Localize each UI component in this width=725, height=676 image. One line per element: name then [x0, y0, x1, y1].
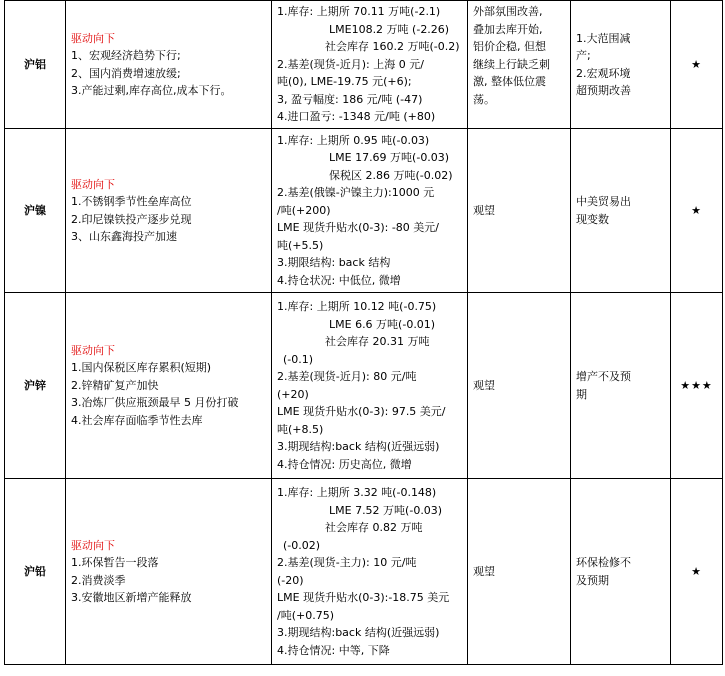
- drivers-title: 驱动向下: [71, 343, 115, 357]
- stat-line: 3.期限结构: back 结构: [277, 256, 391, 270]
- stat-line: 4.进口盈亏: -1348 元/吨 (+80): [277, 110, 436, 124]
- table-row: [5, 1, 723, 129]
- view-line: 观望: [473, 564, 495, 578]
- driver-item: 1.环保暂告一段落: [71, 556, 159, 569]
- driver-item: 3、山东鑫海投产加速: [71, 230, 177, 243]
- risk-cell: [571, 129, 671, 293]
- stat-line: LME 现货升贴水(0-3): -80 美元/: [277, 221, 439, 235]
- driver-item: 3.冶炼厂供应瓶颈最早 5 月份打破: [71, 396, 239, 410]
- view-line: 继续上行缺乏刺: [473, 57, 550, 71]
- view-cell: [468, 129, 571, 293]
- rating-stars: ★★★: [671, 293, 723, 479]
- stat-line: 1.库存: 上期所 10.12 吨(-0.75): [277, 300, 437, 313]
- stat-line: LME 6.6 万吨(-0.01): [329, 317, 436, 331]
- stat-line: 保税区 2.86 万吨(-0.02): [329, 168, 453, 182]
- view-line: 叠加去库开始,: [473, 22, 543, 36]
- risk-line: 产;: [576, 49, 591, 62]
- metal-name: 沪铅: [5, 479, 66, 665]
- rating-stars: ★: [671, 129, 723, 293]
- drivers-cell: [66, 479, 272, 665]
- drivers-cell: [66, 129, 272, 293]
- drivers-title: 驱动向下: [71, 177, 115, 191]
- driver-item: 2.消费淡季: [71, 573, 126, 587]
- view-cell: [468, 293, 571, 479]
- stat-line: 吨(+5.5): [277, 238, 324, 252]
- metal-name: 沪锌: [5, 293, 66, 479]
- table-row: [5, 293, 723, 479]
- risk-line: 现变数: [576, 212, 609, 226]
- risk-line: 1.大范围减: [576, 31, 631, 45]
- risk-line: 环保检修不: [576, 556, 631, 569]
- stat-line: (-0.02): [283, 538, 321, 552]
- stat-line: /吨(+0.75): [277, 608, 334, 622]
- risk-cell: [571, 1, 671, 129]
- stat-line: LME 现货升贴水(0-3):-18.75 美元: [277, 591, 450, 604]
- stat-line: (-0.1): [283, 352, 314, 366]
- stat-line: 吨(+8.5): [277, 422, 324, 436]
- drivers-title: 驱动向下: [71, 538, 115, 552]
- driver-item: 1、宏观经济趋势下行;: [71, 49, 181, 62]
- view-line: 观望: [473, 378, 495, 392]
- driver-item: 2.锌精矿复产加快: [71, 378, 159, 392]
- stat-line: (+20): [277, 387, 309, 401]
- driver-item: 2.印尼镍铁投产逐步兑现: [71, 212, 192, 226]
- drivers-cell: [66, 293, 272, 479]
- view-cell: [468, 479, 571, 665]
- view-cell: [468, 1, 571, 129]
- view-line: 激, 整体低位震: [473, 75, 546, 88]
- risk-cell: [571, 293, 671, 479]
- risk-line: 期: [576, 387, 587, 401]
- driver-item: 1.国内保税区库存累积(短期): [71, 361, 212, 375]
- stat-line: 4.持仓情况: 历史高位, 微增: [277, 457, 412, 471]
- driver-item: 3.产能过剩,库存高位,成本下行。: [71, 84, 232, 97]
- stat-line: /吨(+200): [277, 203, 331, 217]
- stat-line: (-20): [277, 573, 304, 587]
- driver-item: 1.不锈钢季节性垒库高位: [71, 195, 192, 208]
- stat-line: 社会库存 20.31 万吨: [325, 335, 430, 348]
- stats-cell: [272, 1, 468, 129]
- stat-line: 2.基差(现货-近月): 上海 0 元/: [277, 57, 424, 71]
- view-line: 外部氛围改善,: [473, 5, 543, 18]
- risk-line: 中美贸易出: [576, 195, 631, 208]
- stat-line: 1.库存: 上期所 0.95 吨(-0.03): [277, 133, 430, 147]
- view-line: 荡。: [473, 92, 495, 106]
- table-row: [5, 129, 723, 293]
- stat-line: 4.持仓情况: 中等, 下降: [277, 643, 390, 657]
- stat-line: 1.库存: 上期所 3.32 吨(-0.148): [277, 486, 437, 499]
- risk-cell: [571, 479, 671, 665]
- stat-line: 3.期现结构:back 结构(近强远弱): [277, 626, 440, 639]
- driver-item: 4.社会库存面临季节性去库: [71, 413, 203, 427]
- risk-line: 及预期: [576, 573, 609, 587]
- stat-line: 4.持仓状况: 中低位, 微增: [277, 273, 401, 287]
- drivers-cell: [66, 1, 272, 129]
- stat-line: 社会库存 0.82 万吨: [325, 521, 423, 534]
- risk-line: 超预期改善: [576, 84, 631, 97]
- stat-line: 3.期现结构:back 结构(近强远弱): [277, 440, 440, 453]
- stat-line: LME108.2 万吨 (-2.26): [329, 22, 450, 36]
- stat-line: 吨(0), LME-19.75 元(+6);: [277, 75, 412, 89]
- stat-line: 1.库存: 上期所 70.11 万吨(-2.1): [277, 5, 441, 19]
- metal-name: 沪铝: [5, 1, 66, 129]
- stat-line: 2.基差(现货-主力): 10 元/吨: [277, 556, 417, 569]
- stat-line: LME 17.69 万吨(-0.03): [329, 151, 450, 165]
- stat-line: LME 7.52 万吨(-0.03): [329, 503, 443, 517]
- risk-line: 2.宏观环境: [576, 66, 631, 80]
- stat-line: 2.基差(现货-近月): 80 元/吨: [277, 370, 417, 383]
- view-line: 铝价企稳, 但想: [473, 40, 546, 53]
- stat-line: LME 现货升贴水(0-3): 97.5 美元/: [277, 405, 446, 418]
- view-line: 观望: [473, 203, 495, 217]
- stats-cell: [272, 129, 468, 293]
- commodity-table: [4, 0, 723, 665]
- rating-stars: ★: [671, 1, 723, 129]
- drivers-title: 驱动向下: [71, 31, 115, 45]
- stat-line: 2.基差(俄镍-沪镍主力):1000 元: [277, 186, 435, 200]
- rating-stars: ★: [671, 479, 723, 665]
- metal-name: 沪镍: [5, 129, 66, 293]
- stat-line: 3, 盈亏幅度: 186 元/吨 (-47): [277, 92, 423, 106]
- driver-item: 2、国内消费增速放缓;: [71, 66, 181, 80]
- stats-cell: [272, 479, 468, 665]
- stat-line: 社会库存 160.2 万吨(-0.2): [325, 40, 460, 54]
- table-row: [5, 479, 723, 665]
- stats-cell: [272, 293, 468, 479]
- driver-item: 3.安徽地区新增产能释放: [71, 591, 192, 604]
- risk-line: 增产不及预: [576, 370, 631, 383]
